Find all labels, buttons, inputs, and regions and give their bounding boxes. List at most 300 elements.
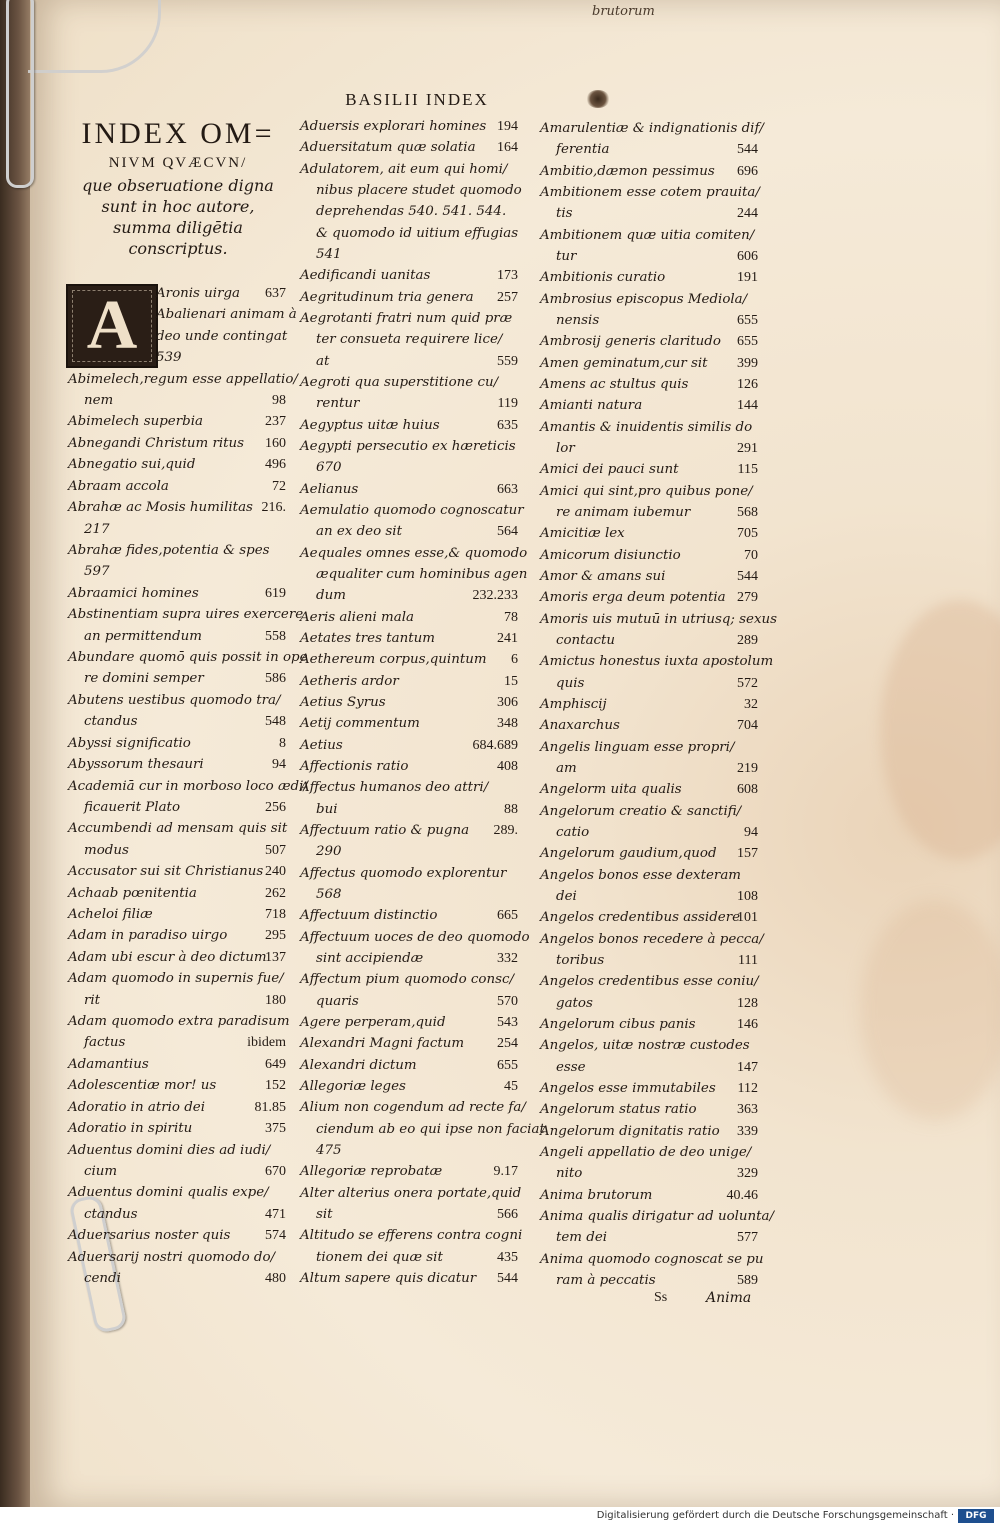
index-entry — [300, 779, 518, 797]
entry-text: Aegritudinum tria genera — [300, 289, 474, 305]
entry-text: Abraam accola — [68, 478, 169, 494]
entry-page-number: 147 — [737, 1059, 758, 1075]
index-entry — [68, 756, 286, 774]
entry-page-number: 568 — [737, 505, 758, 520]
entry-text: Aduentus domini dies ad iudi/ — [68, 1142, 271, 1158]
entry-text: Amoris uis mutuū in utriusq; sexus — [540, 611, 778, 627]
ink-blot-icon — [586, 90, 610, 108]
entry-page-number: 665 — [497, 908, 518, 924]
index-entry — [540, 781, 758, 799]
entry-page-number: 558 — [265, 628, 286, 644]
index-entry — [300, 161, 518, 179]
entry-text: Amphiscij — [540, 697, 607, 712]
index-title — [62, 117, 294, 259]
entry-text: Allegoriæ reprobatæ — [300, 1164, 443, 1180]
index-entry — [556, 952, 758, 970]
entry-page-number: 164 — [497, 140, 518, 156]
entry-text: Amictus honestus iuxta apostolum — [540, 654, 774, 670]
entry-page-number: 408 — [497, 759, 518, 774]
decorated-initial — [66, 284, 158, 368]
entry-page-number: 507 — [265, 842, 286, 858]
index-entry — [300, 907, 518, 925]
index-entry — [84, 992, 286, 1010]
entry-text: Aegyptus uitæ huius — [300, 417, 440, 433]
entry-text: Adamantius — [68, 1056, 149, 1072]
index-entry — [540, 931, 764, 949]
entry-text: Abundare quomō quis possit in ope — [68, 650, 308, 666]
index-entry — [300, 1163, 518, 1181]
entry-page-number: 101 — [737, 910, 758, 926]
entry-text: Amen geminatum,cur sit — [540, 355, 708, 371]
entry-page-number: 8 — [279, 735, 286, 751]
entry-page-number: 559 — [497, 353, 518, 369]
entry-text: Angelorum dignitatis ratio — [540, 1123, 720, 1139]
entry-text: am — [556, 761, 577, 776]
index-entry — [540, 803, 758, 821]
index-entry — [540, 653, 774, 671]
index-entry — [316, 1206, 518, 1224]
index-entry — [68, 456, 286, 474]
index-entry — [316, 353, 518, 371]
index-entry — [540, 696, 758, 714]
entry-page-number: 574 — [265, 1228, 286, 1244]
entry-text: tis — [556, 206, 573, 222]
index-entry — [68, 885, 286, 903]
entry-text: cendi — [84, 1271, 121, 1286]
index-entry — [556, 248, 758, 266]
entry-text: 539 — [156, 350, 182, 366]
index-entry — [540, 1123, 758, 1141]
entry-page-number: 480 — [265, 1271, 286, 1286]
index-entry — [540, 355, 758, 373]
index-entry — [68, 413, 286, 431]
entry-text: nito — [556, 1166, 583, 1182]
title-line-4: sunt in hoc autore, — [101, 197, 255, 216]
entry-text: 475 — [316, 1143, 342, 1158]
entry-text: æqualiter cum hominibus agen — [316, 567, 528, 582]
entry-page-number: 194 — [497, 119, 518, 134]
entry-page-number: 548 — [265, 714, 286, 730]
index-entry — [300, 1057, 518, 1075]
index-entry — [556, 504, 758, 522]
entry-page-number: 98 — [272, 393, 286, 409]
index-entry — [540, 973, 758, 991]
entry-text: rentur — [316, 396, 360, 412]
entry-page-number: 606 — [737, 249, 758, 264]
entry-text: Aetius — [300, 737, 343, 753]
index-entry — [540, 867, 758, 885]
title-line-5: summa diligētia — [113, 218, 243, 237]
entry-text: Adolescentiæ mor! us — [68, 1078, 217, 1094]
index-entry — [540, 1037, 758, 1055]
entry-text: ter consueta requirere lice/ — [316, 332, 503, 348]
entry-page-number: 544 — [737, 142, 758, 158]
entry-page-number: 655 — [737, 313, 758, 328]
initial-letter: A — [86, 287, 138, 364]
index-entry — [84, 670, 286, 688]
index-entry — [540, 397, 758, 415]
entry-text: Aduentus domini qualis expe/ — [68, 1185, 269, 1201]
index-entry — [540, 163, 758, 181]
entry-text: deprehendas 540. 541. 544. — [316, 204, 507, 220]
entry-page-number: 119 — [497, 396, 518, 412]
index-entry — [68, 435, 286, 453]
index-entry — [316, 843, 518, 861]
entry-page-number: 564 — [497, 524, 518, 540]
entry-text: Altum sapere quis dicatur — [300, 1271, 477, 1286]
entry-page-number: 180 — [265, 992, 286, 1008]
entry-text: Angelis linguam esse propri/ — [540, 739, 735, 755]
entry-text: Aduersitatum quæ solatia — [300, 140, 476, 156]
entry-page-number: 670 — [265, 1163, 286, 1179]
index-entry — [540, 525, 758, 543]
index-entry — [300, 865, 518, 883]
entry-text: lor — [556, 441, 575, 456]
entry-page-number: 173 — [497, 268, 518, 284]
entry-page-number: 128 — [737, 995, 758, 1011]
entry-text: Aduersarij nostri quomodo do/ — [68, 1249, 276, 1265]
index-entry — [68, 478, 286, 496]
entry-page-number: 81.85 — [254, 1099, 286, 1115]
index-entry — [540, 1251, 764, 1269]
title-line-1: INDEX OM= — [81, 117, 275, 150]
entry-page-number: 329 — [737, 1166, 758, 1182]
entry-page-number: 78 — [504, 609, 518, 625]
entry-page-number: 544 — [737, 569, 758, 584]
entry-text: Abrahæ ac Mosis humilitas — [68, 500, 253, 516]
entry-text: Aetius Syrus — [300, 695, 386, 710]
entry-text: tur — [556, 249, 577, 264]
index-entry — [540, 227, 758, 245]
entry-text: Adoratio in atrio dei — [68, 1099, 205, 1115]
entry-page-number: 375 — [265, 1121, 286, 1137]
index-entry — [68, 970, 286, 988]
entry-page-number: 471 — [265, 1206, 286, 1222]
entry-text: bui — [316, 801, 338, 817]
entry-page-number: 348 — [497, 716, 518, 732]
entry-text: Abraamici homines — [68, 585, 199, 601]
entry-page-number: 146 — [737, 1017, 758, 1032]
entry-text: Amicitiæ lex — [540, 526, 625, 542]
entry-page-number: 684.689 — [472, 737, 518, 753]
index-entry — [68, 585, 286, 603]
entry-text: re animam iubemur — [556, 505, 691, 520]
index-entry — [316, 1142, 518, 1160]
index-entry — [300, 929, 530, 947]
index-entry — [156, 349, 286, 367]
entry-page-number: 435 — [497, 1249, 518, 1265]
index-entry — [316, 331, 518, 349]
entry-page-number: 496 — [265, 457, 286, 473]
entry-page-number: 108 — [737, 889, 758, 904]
entry-text: factus — [84, 1035, 126, 1051]
index-entry — [540, 419, 758, 437]
index-entry — [300, 310, 518, 328]
entry-page-number: 115 — [737, 462, 758, 478]
entry-text: nensis — [556, 313, 600, 328]
entry-text: Aedificandi uanitas — [300, 268, 431, 284]
entry-text: quis — [556, 675, 585, 691]
entry-text: Angelorum status ratio — [540, 1102, 697, 1118]
entry-page-number: 70 — [744, 547, 758, 563]
entry-text: Anima qualis dirigatur ad uolunta/ — [540, 1209, 775, 1224]
index-entry — [300, 673, 518, 691]
index-entry — [300, 1227, 523, 1245]
entry-page-number: 152 — [265, 1078, 286, 1094]
index-entry — [68, 542, 286, 560]
entry-text: Affectuum ratio & pugna — [300, 823, 470, 838]
catchword: Anima — [706, 1290, 752, 1306]
index-entry — [316, 203, 518, 221]
title-line-6: conscriptus. — [128, 239, 228, 258]
paper-clip-icon — [6, 0, 34, 188]
index-entry — [540, 547, 758, 565]
index-entry — [68, 927, 286, 945]
entry-text: Angelos bonos esse dexteram — [540, 867, 741, 883]
index-entry — [540, 1208, 775, 1226]
entry-text: Abnegandi Christum ritus — [68, 435, 245, 451]
entry-text: Aethereum corpus,quintum — [300, 652, 487, 668]
entry-text: Allegoriæ leges — [300, 1079, 406, 1094]
index-entry — [556, 141, 758, 159]
index-entry — [316, 566, 528, 584]
entry-page-number: 577 — [737, 1230, 758, 1246]
entry-page-number: 241 — [497, 631, 518, 646]
entry-text: Anima quomodo cognoscat se pu — [540, 1251, 764, 1267]
entry-text: Abrahæ fides,potentia & spes — [68, 542, 270, 558]
index-entry — [300, 1078, 518, 1096]
index-entry — [540, 1144, 758, 1162]
entry-text: ctandus — [84, 714, 138, 730]
entry-page-number: 696 — [737, 163, 758, 179]
entry-page-number: 363 — [737, 1102, 758, 1118]
entry-text: Anaxarchus — [540, 718, 620, 734]
entry-text: Adam in paradiso uirgo — [68, 928, 228, 944]
entry-text: an permittendum — [84, 628, 202, 644]
index-entry — [300, 737, 518, 755]
entry-text: 670 — [316, 460, 342, 476]
entry-text: Amens ac stultus quis — [540, 377, 689, 392]
entry-page-number: 570 — [497, 993, 518, 1009]
index-entry — [84, 713, 286, 731]
entry-page-number: 289. — [493, 823, 518, 838]
index-entry — [316, 886, 518, 904]
entry-text: Amoris erga deum potentia — [540, 590, 726, 606]
index-entry — [84, 563, 286, 581]
entry-page-number: 649 — [265, 1056, 286, 1072]
entry-page-number: 291 — [737, 441, 758, 456]
entry-text: Adulatorem, ait eum qui homi/ — [300, 161, 508, 177]
index-entry — [156, 328, 286, 346]
index-entry — [300, 545, 528, 563]
index-entry — [316, 1121, 545, 1139]
entry-text: Angelorum gaudium,quod — [540, 846, 717, 862]
index-entry — [540, 1080, 758, 1098]
entry-text: Aeris alieni mala — [300, 609, 414, 625]
entry-page-number: 157 — [737, 846, 758, 862]
entry-text: Aelianus — [300, 481, 359, 497]
index-entry — [68, 606, 304, 624]
signature-mark: Ss — [654, 1290, 668, 1305]
index-entry — [556, 760, 758, 778]
entry-page-number: 216. — [261, 500, 286, 516]
entry-page-number: 126 — [737, 377, 758, 392]
entry-page-number: 9.17 — [493, 1164, 518, 1180]
entry-page-number: 637 — [265, 286, 286, 301]
entry-text: Anima brutorum — [540, 1187, 653, 1203]
entry-text: Affectum pium quomodo consc/ — [300, 972, 514, 988]
entry-text: nibus placere studet quomodo — [316, 183, 522, 198]
entry-text: Aduersarius noster quis — [68, 1228, 231, 1244]
index-entry — [84, 1206, 286, 1224]
entry-text: Amici qui sint,pro quibus pone/ — [540, 483, 753, 499]
index-entry — [68, 1056, 286, 1074]
index-entry — [556, 312, 758, 330]
index-entry — [316, 587, 518, 605]
index-entry — [540, 461, 758, 479]
index-entry — [556, 995, 758, 1013]
index-entry — [84, 799, 286, 817]
index-entry — [300, 118, 518, 136]
entry-text: Amicorum disiunctio — [540, 547, 681, 563]
entry-text: Aetheris ardor — [300, 673, 399, 689]
entry-page-number: 256 — [265, 799, 286, 815]
index-entry — [84, 628, 286, 646]
entry-text: 217 — [84, 521, 110, 537]
entry-text: deo unde contingat — [156, 328, 288, 344]
index-entry — [68, 1249, 286, 1267]
entry-text: ram à peccatis — [556, 1273, 656, 1288]
entry-text: Accumbendi ad mensam quis sit — [68, 821, 288, 837]
entry-text: Angelos, uitæ nostræ custodes — [540, 1038, 750, 1054]
entry-text: re domini semper — [84, 671, 204, 687]
entry-page-number: 262 — [265, 885, 286, 901]
entry-page-number: 543 — [497, 1015, 518, 1030]
index-entry — [540, 483, 758, 501]
entry-text: Affectuum uoces de deo quomodo — [300, 929, 530, 945]
entry-text: Ambitio,dæmon pessimus — [540, 163, 715, 179]
entry-text: Adam quomodo extra paradisum — [68, 1014, 290, 1030]
entry-text: ficauerit Plato — [84, 799, 181, 815]
entry-text: rit — [84, 992, 101, 1008]
entry-text: Angelos esse immutabiles — [540, 1081, 716, 1096]
entry-text: Angelos bonos recedere à pecca/ — [540, 931, 764, 947]
index-entry — [300, 502, 524, 520]
entry-text: Accusator sui sit Christianus — [68, 864, 264, 880]
entry-text: dum — [316, 588, 346, 604]
entry-page-number: 655 — [737, 334, 758, 350]
entry-text: Abutens uestibus quomodo tra/ — [68, 692, 281, 708]
entry-page-number: 332 — [497, 951, 518, 966]
entry-page-number: 586 — [265, 671, 286, 687]
index-entry — [300, 758, 518, 776]
entry-page-number: ibidem — [247, 1035, 286, 1051]
entry-text: Affectus quomodo explorentur — [300, 865, 507, 881]
entry-text: Amantis & inuidentis similis do — [540, 419, 753, 435]
entry-text: Adam ubi escur à deo dictum — [68, 949, 267, 965]
index-entry — [84, 842, 286, 860]
index-entry — [68, 735, 286, 753]
entry-text: Alter alterius onera portate,quid — [300, 1185, 522, 1201]
entry-text: sint accipiendæ — [316, 951, 424, 966]
index-entry — [300, 139, 518, 157]
entry-text: Achaab pœnitentia — [68, 885, 197, 901]
index-entry — [316, 459, 518, 477]
index-entry — [540, 611, 778, 629]
entry-page-number: 160 — [265, 435, 286, 451]
entry-text: tionem dei quæ sit — [316, 1249, 443, 1265]
entry-page-number: 655 — [497, 1057, 518, 1073]
entry-page-number: 704 — [737, 718, 758, 734]
entry-text: Ambitionem esse cotem prauita/ — [540, 185, 760, 200]
index-entry — [556, 205, 758, 223]
entry-page-number: 289 — [737, 633, 758, 648]
entry-page-number: 306 — [497, 695, 518, 710]
entry-page-number: 88 — [504, 801, 518, 817]
entry-text: Acheloi filiæ — [68, 906, 153, 922]
index-entry — [316, 395, 518, 413]
index-entry — [68, 1013, 290, 1031]
index-entry — [68, 1184, 286, 1202]
entry-page-number: 608 — [737, 782, 758, 798]
index-entry — [540, 739, 758, 757]
entry-text: Angelorum creatio & sanctifi/ — [540, 803, 742, 819]
entry-text: Affectuum distinctio — [300, 908, 438, 924]
entry-text: ciendum ab eo qui ipse non faciat — [316, 1121, 545, 1137]
entry-text: Amor & amans sui — [540, 569, 666, 584]
index-entry — [556, 1229, 758, 1247]
entry-page-number: 237 — [265, 414, 286, 430]
index-entry — [300, 374, 518, 392]
entry-text: Aetij commentum — [300, 716, 420, 732]
entry-page-number: 191 — [737, 270, 758, 286]
index-entry — [68, 906, 286, 924]
index-entry — [540, 376, 758, 394]
entry-text: Abimelech,regum esse appellatio/ — [68, 371, 298, 387]
index-entry — [84, 521, 286, 539]
binding-shadow — [0, 0, 34, 1507]
entry-text: Alium non cogendum ad recte fa/ — [300, 1100, 526, 1116]
index-entry — [300, 630, 518, 648]
index-entry — [300, 609, 518, 627]
dfg-logo-icon: DFG — [958, 1509, 994, 1523]
index-entry — [300, 1014, 518, 1032]
index-entry — [316, 246, 518, 264]
entry-text: Academiā cur in morboso loco ædi/ — [68, 778, 308, 794]
index-entry — [300, 289, 518, 307]
entry-page-number: 589 — [737, 1273, 758, 1288]
index-entry — [300, 1035, 518, 1053]
index-entry — [556, 888, 758, 906]
index-entry — [68, 820, 286, 838]
index-entry — [556, 675, 758, 693]
entry-page-number: 219 — [737, 761, 758, 776]
index-entry — [300, 438, 518, 456]
index-entry — [68, 692, 286, 710]
index-entry — [300, 1185, 522, 1203]
index-entry — [540, 120, 764, 138]
entry-page-number: 112 — [737, 1081, 758, 1096]
entry-text: Angelos credentibus assidere — [540, 910, 741, 926]
index-entry — [68, 1077, 286, 1095]
entry-page-number: 45 — [504, 1079, 518, 1094]
entry-page-number: 94 — [272, 757, 286, 773]
index-entry — [84, 392, 286, 410]
entry-page-number: 111 — [738, 953, 758, 968]
index-entry — [556, 1165, 758, 1183]
entry-text: Adoratio in spiritu — [68, 1121, 193, 1137]
entry-text: Angeli appellatio de deo unige/ — [540, 1145, 752, 1160]
